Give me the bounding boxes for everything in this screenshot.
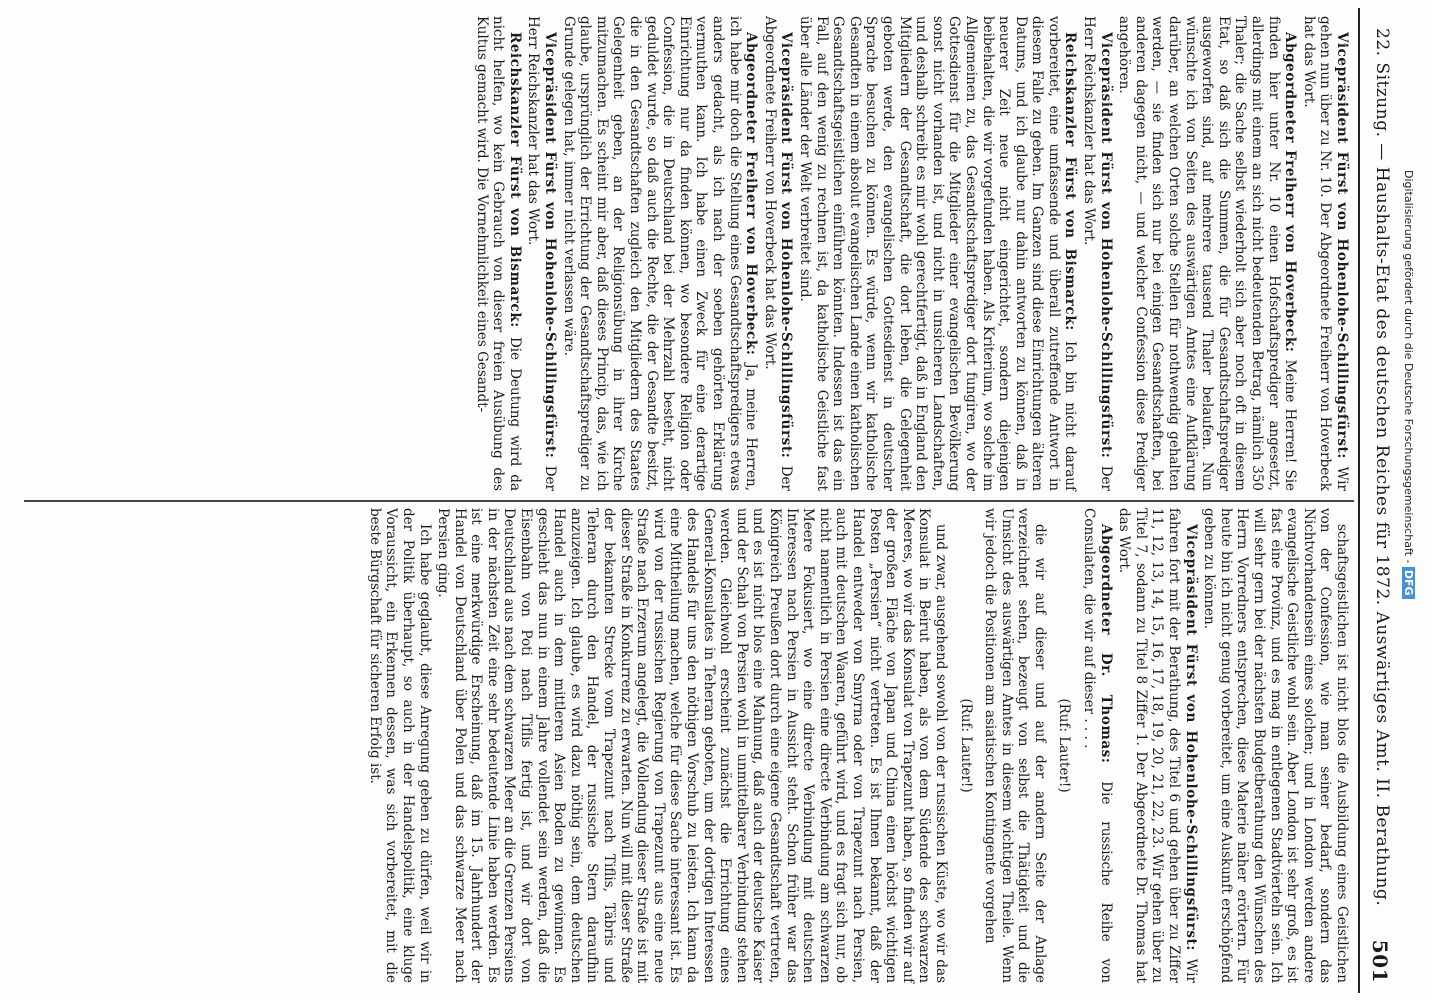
speaker-name: Reichskanzler Fürst von Bismarck: <box>506 32 523 337</box>
paragraph-text: Der Abgeordnete Freiherr von Hoverbeck hat das Wort. <box>761 16 795 491</box>
page-header <box>1358 8 1400 993</box>
right-column <box>364 508 1350 983</box>
paragraph <box>1081 16 1114 491</box>
paragraph-text: (Ruf: Lauter!) <box>957 698 974 793</box>
paragraph <box>435 508 949 983</box>
paragraph-text: Wir gehen nun über zu Nr. 10. Der Abgeordnete Freiherr von Hoverbeck hat das Wort. <box>1300 16 1350 491</box>
speaker-name: Reichskanzler Fürst von Bismarck: <box>1062 32 1079 341</box>
paragraph-text: die wir auf dieser und auf der andern Seite der Anlage verzeichnet sehen, bezeugt von selbst die Thätigkeit und die Umsicht des auswärtigen Amtes in diesem wichtigen Theile. Wenn wir jedoch die Positionen am asiatischen Kontingente vorgehen <box>982 508 1048 983</box>
paragraph <box>1300 16 1350 491</box>
paragraph <box>366 508 432 983</box>
paragraph-text: Die russische Reihe von Consulaten, die wir auf dieser . . . . <box>1081 508 1114 983</box>
left-column <box>471 16 1350 491</box>
paragraph-text: Der Herr Reichskanzler hat das Wort. <box>1081 16 1114 491</box>
paragraph <box>473 16 523 491</box>
paragraph <box>525 16 558 491</box>
paragraph <box>982 508 1048 983</box>
speaker-name: Abgeordneter Freiherr von Hoverbeck: <box>1282 32 1299 360</box>
column-divider <box>24 500 1354 502</box>
rotated-content <box>20 8 1400 993</box>
paragraph <box>560 16 759 491</box>
paragraph-text: Ich habe geglaubt, diese Anregung geben zu dürfen, weil wir in der Politik überhaupt, so auch in der Handelspolitik, eine kluge Voraussicht, ein Erkennen dessen, was sich vorbereitet, mit die beste Bürgschaft für sicheren Erfolg ist. <box>366 508 433 983</box>
footer-text: Digitalisierung gefördert durch die Deutsche Forschungsgemeinschaft - <box>1402 170 1415 564</box>
paragraph-text: schaftsgeistlichen ist nicht blos die Ausbildung eines Geistlichen von der Confession, wie man seiner bedarf, sondern das Nichtvorhandensein eines solchen; und in London werden andere evangelische Geistliche wohl sein. Aber London ist sehr groß, es ist fast eine Provinz, und es mag in entlegenen Stadtvierteln sein. Ich will sehr gern bei der nächsten Budgetberathung den Wünschen des Herrn Vorredners entsprechen, diese Materie näher erörtern. Für heute bin ich nicht genug vorbereitet, um eine Auskunft erschöpfend geben zu können. <box>1201 508 1350 983</box>
speaker-name: Vicepräsident Fürst von Hohenlohe-Schillingsfürst: <box>1097 32 1114 466</box>
speaker-name: Abgeordneter Dr. Thomas: <box>1097 524 1114 782</box>
paragraph <box>957 508 974 983</box>
paragraph <box>761 16 794 491</box>
page-number: 501 <box>1368 939 1392 983</box>
header-title: 22. Sitzung. — Haushalts-Etat des deutschen Reiches für 1872. Auswärtiges Amt. II. Berathung. <box>1372 28 1392 907</box>
paragraph-text: Ja, meine Herren, ich habe mir doch die Stellung eines Gesandtschaftspredigers etwas anders gedacht, als ich nach der soeben gehörten Erklärung vermuthen kann. Ich habe einen Zweck für eine derartige Einrichtung nur da finden können, wo besondere Religion oder Confession, die in Deutschland bei der Mehrzahl besteht, nicht geduldet wurde, so daß auch die Rechte, die der Gesandte besitzt, die in den Gesandtschaften zugleich den Mitgliedern des Staates Gelegenheit geben, an der Religionsübung in ihrer Kirche mitzumachen. Es scheint mir aber, daß dieses Princip, das, wie ich glaube, ursprünglich der Errichtung der Gesandtschaftsprediger zu Grunde gelegen hat, immer nicht verlassen wäre. <box>560 16 760 491</box>
paragraph-text: Der Herr Reichskanzler hat das Wort. <box>525 16 559 491</box>
paragraph <box>1081 508 1114 983</box>
paragraph <box>1056 508 1073 983</box>
paragraph-text: Meine Herren! Sie finden hier unter Nr. 10 einen Hofschaftsprediger angesetzt, allerdings mit einem an sich nicht bedeutenden Betrag, nämlich 350 Thaler; die Sache selbst wiederholt sich aber noch oft in diesem Etat, so daß sich die Summen, die für Gesandtschaftsprediger ausgeworfen sind, auf mehrere tausend Thaler belaufen. Nun wünschte ich von Seiten des auswärtigen Amtes eine Aufklärung darüber, an welchen Orten solche Stellen für nothwendig gehalten werden, — sie finden sich nur bei einigen Gesandtschaften, bei anderen dagegen nicht, — und welcher Confession diese Prediger angehören. <box>1116 16 1299 491</box>
speaker-name: Vicepräsident Fürst von Hohenlohe-Schillingsfürst: <box>542 32 559 466</box>
paragraph <box>796 16 1078 491</box>
speaker-name: Vicepräsident Fürst von Hohenlohe-Schillingsfürst: <box>778 32 795 466</box>
paragraph-text: Die Deutung wird da nicht helfen, wo kein Gebrauch von dieser freien Ausübung des Kultus gemacht wird. Die Vornehmlichkeit eines Gesandt- <box>473 16 523 491</box>
paragraph-text: (Ruf: Lauter!) <box>1056 698 1073 793</box>
footer-credit <box>1399 170 1415 930</box>
paragraph-text: Wir fahren fort mit der Berathung, des Titel 6 und gehen über zu Ziffer 11, 12, 13, 14, 15, 16, 17, 18, 19, 20, 21, 22, 23. Wir gehen über zu Titel 7, sodann zu Titel 8 Ziffer 1. Der Abgeordnete Dr. Thomas hat das Wort. <box>1116 508 1199 983</box>
paragraph-text: und zwar, ausgehend sowohl von der russischen Küste, wo wir das Konsulat in Beirut haben, als von dem Südende des schwarzen Meeres, wo wir das Konsulat von Trapezunt haben, so finden wir auf der großen Fläche von Japan und China einen höchst wichtigen Posten „Persien“ nicht vertreten. Es ist Ihnen bekannt, daß der Handel entweder von Smyrna oder von Trapezunt nach Persien, auch mit deutschen Waaren, geführt wird, und es fragt sich nur, ob nicht namentlich in Persien eine directe Verbindung am schwarzen Meere Fokusiert, wo eine directe Verbindung mit deutschen Interessen nach Persien in Aussicht steht. Schon früher war das Königreich Preußen dort durch eine eigene Gesandtschaft vertreten, und es ist nicht blos eine Mahnung, daß auch der deutsche Kaiser und der Schah von Persien wohl in unmittelbarer Verbindung stehen werden. Gleichwohl erscheint zunächst die Errichtung eines General-Konsulates in Teheran geboten, um der dortigen Interessen des Handels für uns den nöthigen Vorschub zu leisten. Ich kann da eine Mittheilung machen, welche für diese Sache interessant ist. Es wird von der russischen Regierung von Trapezunt aus eine neue Straße nach Erzerum angelegt, die Vollendung dieser Straße ist mit dieser Straße in Konkurrenz zu erwarten. Nun will mit dieser Straße der bekannten Strecke vom Trapezunt nach Tiflis, Täbris und Teheran durch den Handel, der russische Stern daraufhin anzuzeigen. Ich glaube, es wird dazu nöthig sein, dem deutschen Handel auch in dem mittleren Asien Boden zu gewinnen. Es geschieht das nun in einem Jahre vollendet sein werden, daß die Eisenbahn von Poti nach Tiflis fertig ist, und wir dort von Deutschland aus nach dem schwarzen Meer an die Grenzen Persiens in der nächsten Zeit eine sehr bedeutende Linie haben werden. Es ist eine merkwürdige Erscheinung, daß im 15. Jahrhundert der Handel von Deutschland über Polen und das schwarze Meer nach Persien ging. <box>435 508 949 983</box>
paragraph <box>1116 16 1299 491</box>
paragraph <box>1201 508 1350 983</box>
paragraph-text: Ich bin nicht darauf vorbereitet, eine umfassende und überall zutreffende Antwort in diesem Falle zu geben. Im Ganzen sind diese Einrichtungen älteren Datums, und ich glaube nur dahin antworten zu können, daß in neuerer Zeit neue nicht eingerichtet, sondern diejenigen beibehalten, die wir vorgefunden haben. Als Kriterium, wo solche im Allgemeinen zu, das Gesandtschaftsprediger dort fungiren, wo der Gottesdienst für die Mitglieder einer evangelischen Bevölkerung sonst nicht vorhanden ist, und nicht in unsicheren Landschaften, und deshalb schreibt es mir wohl gerechtfertigt, daß in England den Mitgliedern der Gesandtschaft, die dort leben, die Gelegenheit geboten werde, den evangelischen Gottesdienst in deutscher Sprache besuchen zu können. Es würde, wenn wir katholische Gesandten in einem absolut evangelischen Lande einen katholischen Gesandtschaftsgeistlichen einführen könnten. Indessen ist das ein Fall, auf den wenig zu rechnen ist, da katholische Geistliche fast über alle Länder der Welt verbreitet sind. <box>797 16 1079 491</box>
speaker-name: Vicepräsident Fürst von Hohenlohe-Schillingsfürst: <box>1182 524 1199 959</box>
dfg-logo: DFG <box>1402 567 1415 599</box>
paragraph <box>1116 508 1199 983</box>
speaker-name: Abgeordneter Freiherr von Hoverbeck: <box>743 32 760 364</box>
speaker-name: Vicepräsident Fürst von Hohenlohe-Schillingsfürst: <box>1334 32 1350 467</box>
